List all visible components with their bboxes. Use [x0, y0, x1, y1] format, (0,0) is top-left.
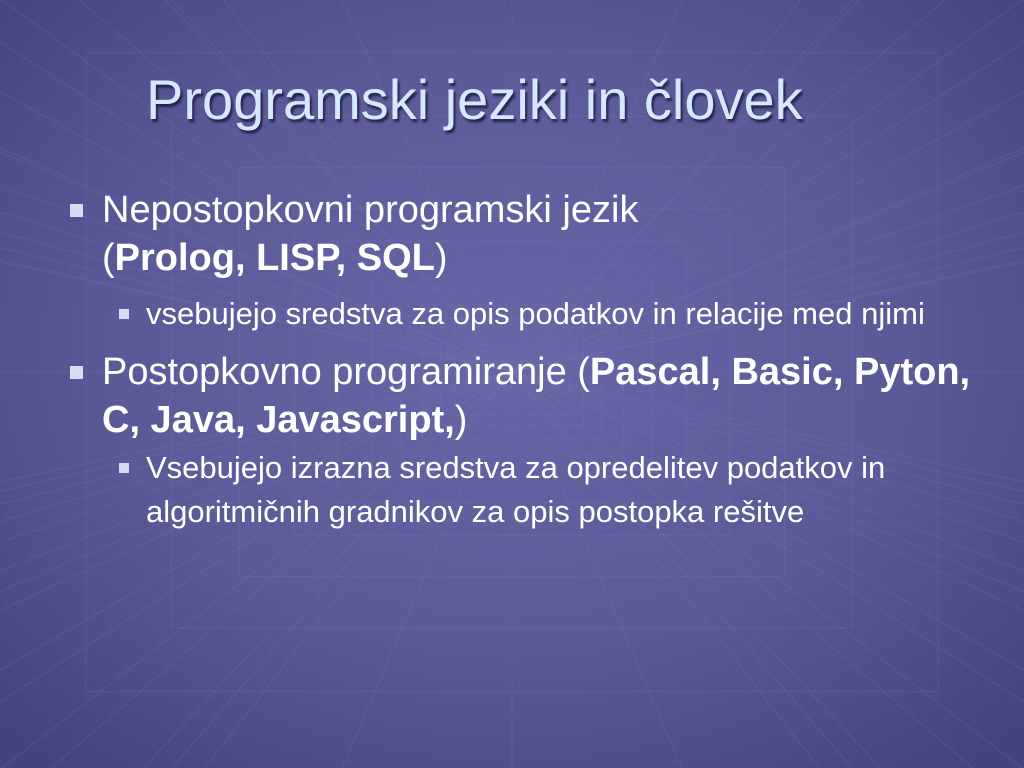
sub-bullet-item-izrazna-sredstva [146, 446, 986, 534]
sub-bullet-text: vsebujejo sredstva za opis podatkov in relacije med njimi [146, 296, 925, 331]
square-bullet-icon [119, 463, 129, 473]
bullet-text: Postopkovno programiranje ( [102, 351, 590, 393]
bullet-list [0, 186, 1024, 534]
bullet-text-languages: Prolog, LISP, SQL [114, 237, 435, 279]
sub-bullet-item-opis-podatkov [146, 292, 986, 336]
bullet-text-paren-close: ) [454, 399, 468, 441]
slide-title: Programski jeziki in človek [146, 68, 803, 131]
sub-bullet-text: Vsebujejo izrazna sredstva za opredelitev podatkov in algoritmičnih gradnikov za opis postopka rešitve [146, 450, 886, 529]
bullet-text: Nepostopkovni programski jezik [102, 189, 639, 231]
bullet-text-paren-close: ) [434, 237, 448, 279]
bullet-text-languages: Pascal, Basic, Pyton, C, Java, Javascript, [102, 351, 971, 441]
bullet-text-paren-open: ( [102, 237, 115, 279]
bullet-item-nepostopkovni [102, 186, 982, 282]
bullet-item-postopkovno [102, 348, 982, 444]
square-bullet-icon [119, 309, 129, 319]
square-bullet-icon [70, 366, 83, 379]
square-bullet-icon [70, 204, 83, 217]
